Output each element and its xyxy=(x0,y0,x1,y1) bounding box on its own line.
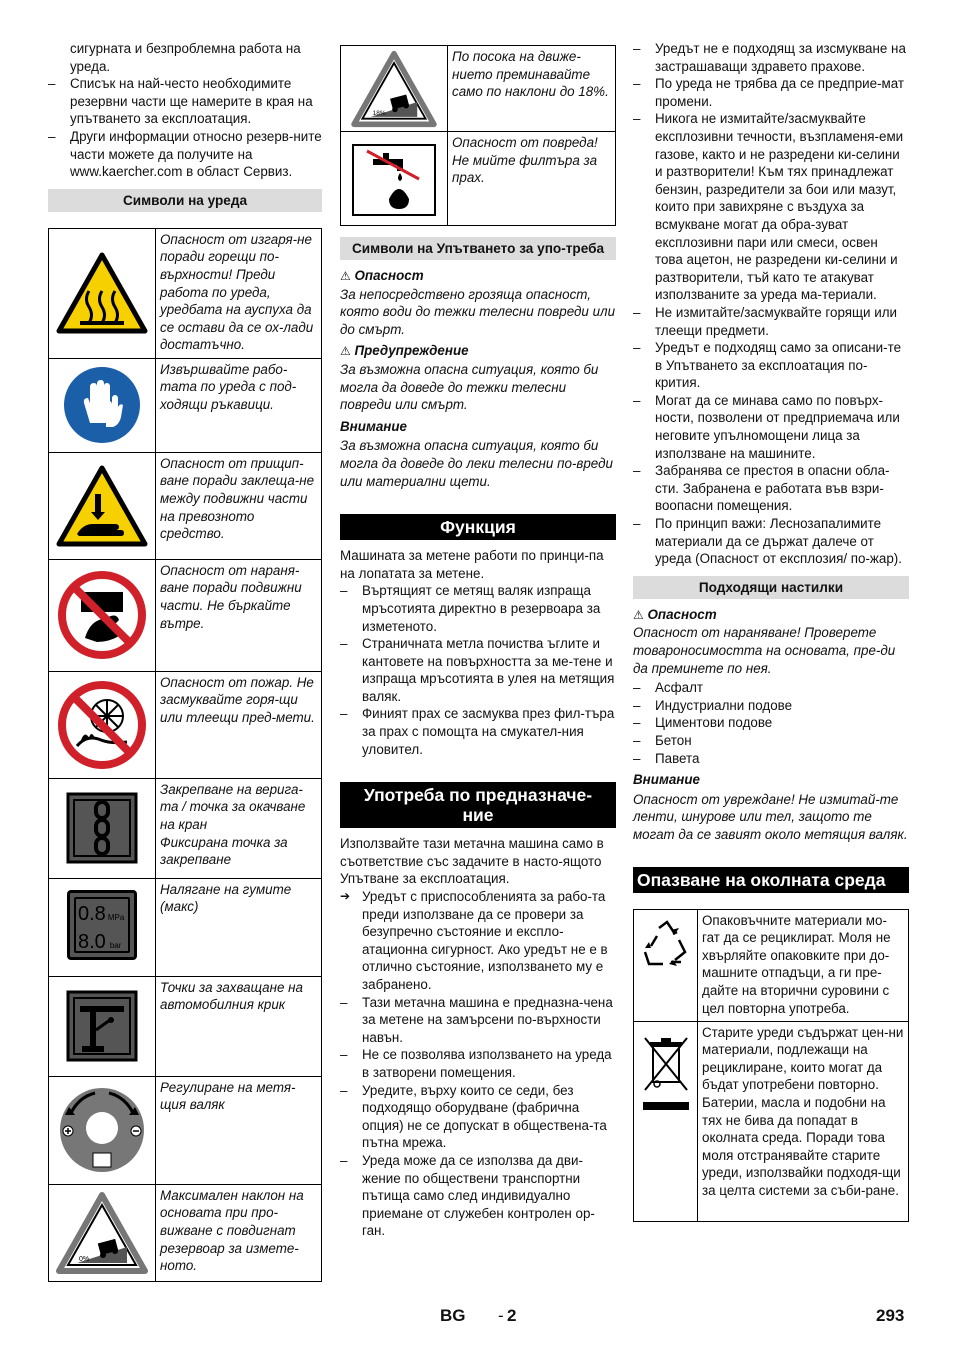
do-not-reach-in-icon xyxy=(49,559,156,671)
table-row xyxy=(49,671,322,778)
left-column xyxy=(48,40,322,1282)
warning-text: За възможна опасна ситуация, която би могла да доведе до тежки телесни повреди или смърт. xyxy=(340,361,599,413)
table-row xyxy=(49,976,322,1076)
danger-label: Опасност xyxy=(647,606,717,622)
warning-triangle-icon: ⚠ xyxy=(633,607,644,622)
surfaces-danger-text: Опасност от нараняване! Проверете товароносимостта на основата, пре-ди да преминете по нея. xyxy=(633,625,896,676)
list-item: – По уреда не трябва да се предприе-мат промени. xyxy=(633,75,909,110)
footer-dash: - xyxy=(498,1306,504,1325)
symbol-text: Максимален наклон на основата при про-вижване с повдигнат резервоар за измете-ното. xyxy=(156,1184,322,1281)
list-item: – Други информации относно резерв-ните части можете да получите на www.kaercher.com в област Сервиз. xyxy=(48,128,322,181)
list-item: – Тази метачна машина е предназна-чена за метене на замърсени по-върхности навън. xyxy=(340,994,616,1047)
list-item: – Индустриални подове xyxy=(633,697,909,715)
table-row xyxy=(49,1184,322,1281)
table-row xyxy=(341,132,616,226)
list-item: – Циментови подове xyxy=(633,714,909,732)
page-number: 293 xyxy=(876,1306,905,1325)
hot-surface-warning-icon xyxy=(49,228,156,358)
table-row xyxy=(634,909,909,1021)
list-item: – Могат да се минава само по повърх-ности, позволени от предприемача или неговите упълномощени лица за използване на машините. xyxy=(633,392,909,462)
symbol-text: Точки за захващане на автомобилния крик xyxy=(156,976,322,1076)
danger-label-line xyxy=(633,606,909,625)
no-water-filter-icon xyxy=(341,132,448,226)
pressure-unit-1: MPa xyxy=(107,912,125,922)
use-list xyxy=(340,994,616,1240)
list-item: – Не измитайте/засмуквайте горящи или тлеещи предмети. xyxy=(633,304,909,339)
symbol-text: Опасност от прищип-ване поради заклеща-не между подвижни части на превозното средство. xyxy=(156,452,322,559)
list-item: – Асфалт xyxy=(633,679,909,697)
function-list xyxy=(340,582,616,758)
hand-crush-warning-icon xyxy=(49,452,156,559)
symbols-heading: Символи на уреда xyxy=(48,189,322,212)
symbol-text: Опасност от нараня-ване поради подвижни части. Не бъркайте вътре. xyxy=(156,559,322,671)
surfaces-list xyxy=(633,679,909,767)
list-item: – Бетон xyxy=(633,732,909,750)
warning-label: Предупреждение xyxy=(354,343,469,359)
warning-label-line xyxy=(340,342,616,361)
pressure-value-2: 8.0 xyxy=(78,930,106,953)
symbol-text: Опасност от повреда! Не мийте филтъра за прах. xyxy=(448,132,616,226)
symbol-text: Опаковъчните материали мо-гат да се рециклират. Моля не хвърляйте опаковките при до-машните отпадъци, а ги пре-дайте на вторични суровини с цел повторна употреба. xyxy=(698,909,909,1021)
pressure-value-1: 0.8 xyxy=(78,902,106,925)
roller-adjust-icon xyxy=(49,1076,156,1184)
table-row xyxy=(634,1021,909,1221)
list-item: – Не се позволява използването на уреда в затворени помещения. xyxy=(340,1046,616,1081)
table-row xyxy=(49,878,322,976)
list-item: – Финият прах се засмуква през фил-търа за прах с помощта на смукател-ния уловител. xyxy=(340,705,616,758)
symbol-text: Закрепване на верига-та / точка за окачване на кран Фиксирана точка за закрепване xyxy=(156,778,322,878)
section-number: 2 xyxy=(507,1306,517,1325)
table-row xyxy=(49,1076,322,1184)
manual-symbols-heading: Символи на Упътването за упо-треба xyxy=(340,237,616,260)
symbol-text: Старите уреди съдържат цен-ни материали, подлежащи на рециклиране, които могат да бъдат употребени повторно. Батерии, масла и подобни на тях не бива да попадат в околната среда. Поради това моля отстранявайте старите уреди, използвайки подходя-щи за целта системи за съби-ране. xyxy=(698,1021,909,1221)
recycle-icon xyxy=(634,909,698,1021)
list-item: – Забранява се престоя в опасни обла-сти. Забранена е работата във взри-воопасни помещения. xyxy=(633,462,909,515)
caution-label: Внимание xyxy=(633,772,701,788)
warning-triangle-icon: ⚠ xyxy=(340,269,351,283)
use-intro: Използвайте тази метачна машина само в съответствие със задачите в насто-ящото Упътване за експлоатация. xyxy=(340,836,604,887)
surfaces-heading: Подходящи настилки xyxy=(633,576,909,599)
list-item: – Уредите, върху които се седи, без подходящо оборудване (фабрична опция) не се допускат в обществена-та пътна мрежа. xyxy=(340,1082,616,1152)
slope-0-icon xyxy=(49,1184,156,1281)
table-row xyxy=(49,358,322,452)
table-row xyxy=(49,559,322,671)
device-symbols-table-cont xyxy=(340,45,616,226)
list-item: – Уреда може да се използва да дви-жение по обществени транспортни пътища само след индивидуално приемане от служебен контролен ор-ган. xyxy=(340,1152,616,1240)
jack-point-icon xyxy=(49,976,156,1076)
list-item: – Уредът е подходящ само за описани-те в Упътването за експлоатация по-крития. xyxy=(633,339,909,392)
middle-column xyxy=(340,45,616,1240)
danger-label: Опасност xyxy=(354,268,424,283)
danger-label-line xyxy=(340,267,616,286)
caution-text: За възможна опасна ситуация, която би могла да доведе до леки телесни по-вреди или материални щети. xyxy=(340,438,613,489)
intended-use-heading: Употреба по предназначе-ние xyxy=(340,782,616,828)
table-row xyxy=(49,228,322,358)
list-item: – Списък на най-често необходимите резервни части ще намерите в края на упътването за експлоатация. xyxy=(48,75,322,128)
use-list-cont xyxy=(633,40,909,568)
function-heading: Функция xyxy=(340,514,616,540)
list-item: – Никога не измитайте/засмуквайте експлозивни течности, възпламеня-еми газове, както и не разредени ки-селини и разтворители! Към тях принадлежат бензин, разредители за бои или мазут, които при завихряне с въздуха за всмукване могат да обра-зуват експлозивни пари или смеси, освен това ацетон, не разредени ки-селини и разтворители, тъй като те атакуват използваните за уреда ма-териали. xyxy=(633,110,909,304)
symbol-text: Опасност от пожар. Не засмуквайте горя-щи или тлеещи пред-мети. xyxy=(156,671,322,778)
environment-table xyxy=(633,909,909,1222)
function-intro: Машината за метене работи по принци-па на лопатата за метене. xyxy=(340,548,604,581)
crossed-bin-icon xyxy=(634,1021,698,1221)
symbol-text: Опасност от изгаря-не поради горещи по-върхности! Преди работа по уреда, уредбата на ауспуха да се остави да се ох-лади достатъчно. xyxy=(156,228,322,358)
chain-tie-down-icon xyxy=(49,778,156,878)
table-row xyxy=(49,778,322,878)
right-column xyxy=(633,40,909,1222)
symbol-text: Регулиране на метя-щия валяк xyxy=(156,1076,322,1184)
wear-gloves-icon xyxy=(49,358,156,452)
environment-heading: Опазване на околната среда xyxy=(633,867,909,893)
list-item: – Уредът не е подходящ за изсмукване на застрашаващи здравето прахове. xyxy=(633,40,909,75)
table-row xyxy=(341,46,616,132)
pressure-unit-2: bar xyxy=(109,940,122,950)
warning-triangle-icon: ⚠ xyxy=(340,344,351,359)
table-row xyxy=(49,452,322,559)
list-item: ➔ Уредът с приспособленията за рабо-та преди използване да се провери за безупречно състояние и експло-атационна сигурност. Ако уредът не е в отлично състояние, използването му е забранено. xyxy=(340,888,616,994)
slope-percent: 18% xyxy=(372,109,386,117)
list-item: – Павета xyxy=(633,750,909,768)
list-item: – Въртящият се метящ валяк изпраща мръсотията директно в резервоара за изметеното. xyxy=(340,582,616,635)
caution-label: Внимание xyxy=(340,418,408,434)
symbol-text: Налягане на гумите (макс) xyxy=(156,878,322,976)
slope-percent: 0% xyxy=(79,1255,90,1263)
tire-pressure-icon xyxy=(49,878,156,976)
intro-list xyxy=(48,75,322,181)
intro-continuation: сигурната и безпроблемна работа на уреда. xyxy=(70,41,301,74)
no-burning-objects-icon xyxy=(49,671,156,778)
slope-18-icon xyxy=(341,46,448,132)
use-arrow-list xyxy=(340,888,616,994)
list-item: – По принцип важи: Леснозапалимите материали да се държат далече от уреда (Опасност от експлозия/ по-жар). xyxy=(633,515,909,568)
symbol-text: По посока на движе-нието преминавайте само по наклони до 18%. xyxy=(448,46,616,132)
language-code: BG xyxy=(440,1306,466,1325)
surfaces-caution-text: Опасност от увреждане! Не измитай-те ленти, шнурове или тел, защото те могат да се завият около метящия валяк. xyxy=(633,791,908,842)
list-item: – Страничната метла почиства ъглите и кантовете на повърхността за ме-тене и изпраща мръсотията в улея на метящия валяк. xyxy=(340,635,616,705)
symbol-text: Извършвайте рабо-тата по уреда с под-ходящи ръкавици. xyxy=(156,358,322,452)
device-symbols-table xyxy=(48,228,322,1282)
danger-text: За непосредствено грозяща опасност, която води до тежки телесни повреди или до смърт. xyxy=(340,286,616,337)
